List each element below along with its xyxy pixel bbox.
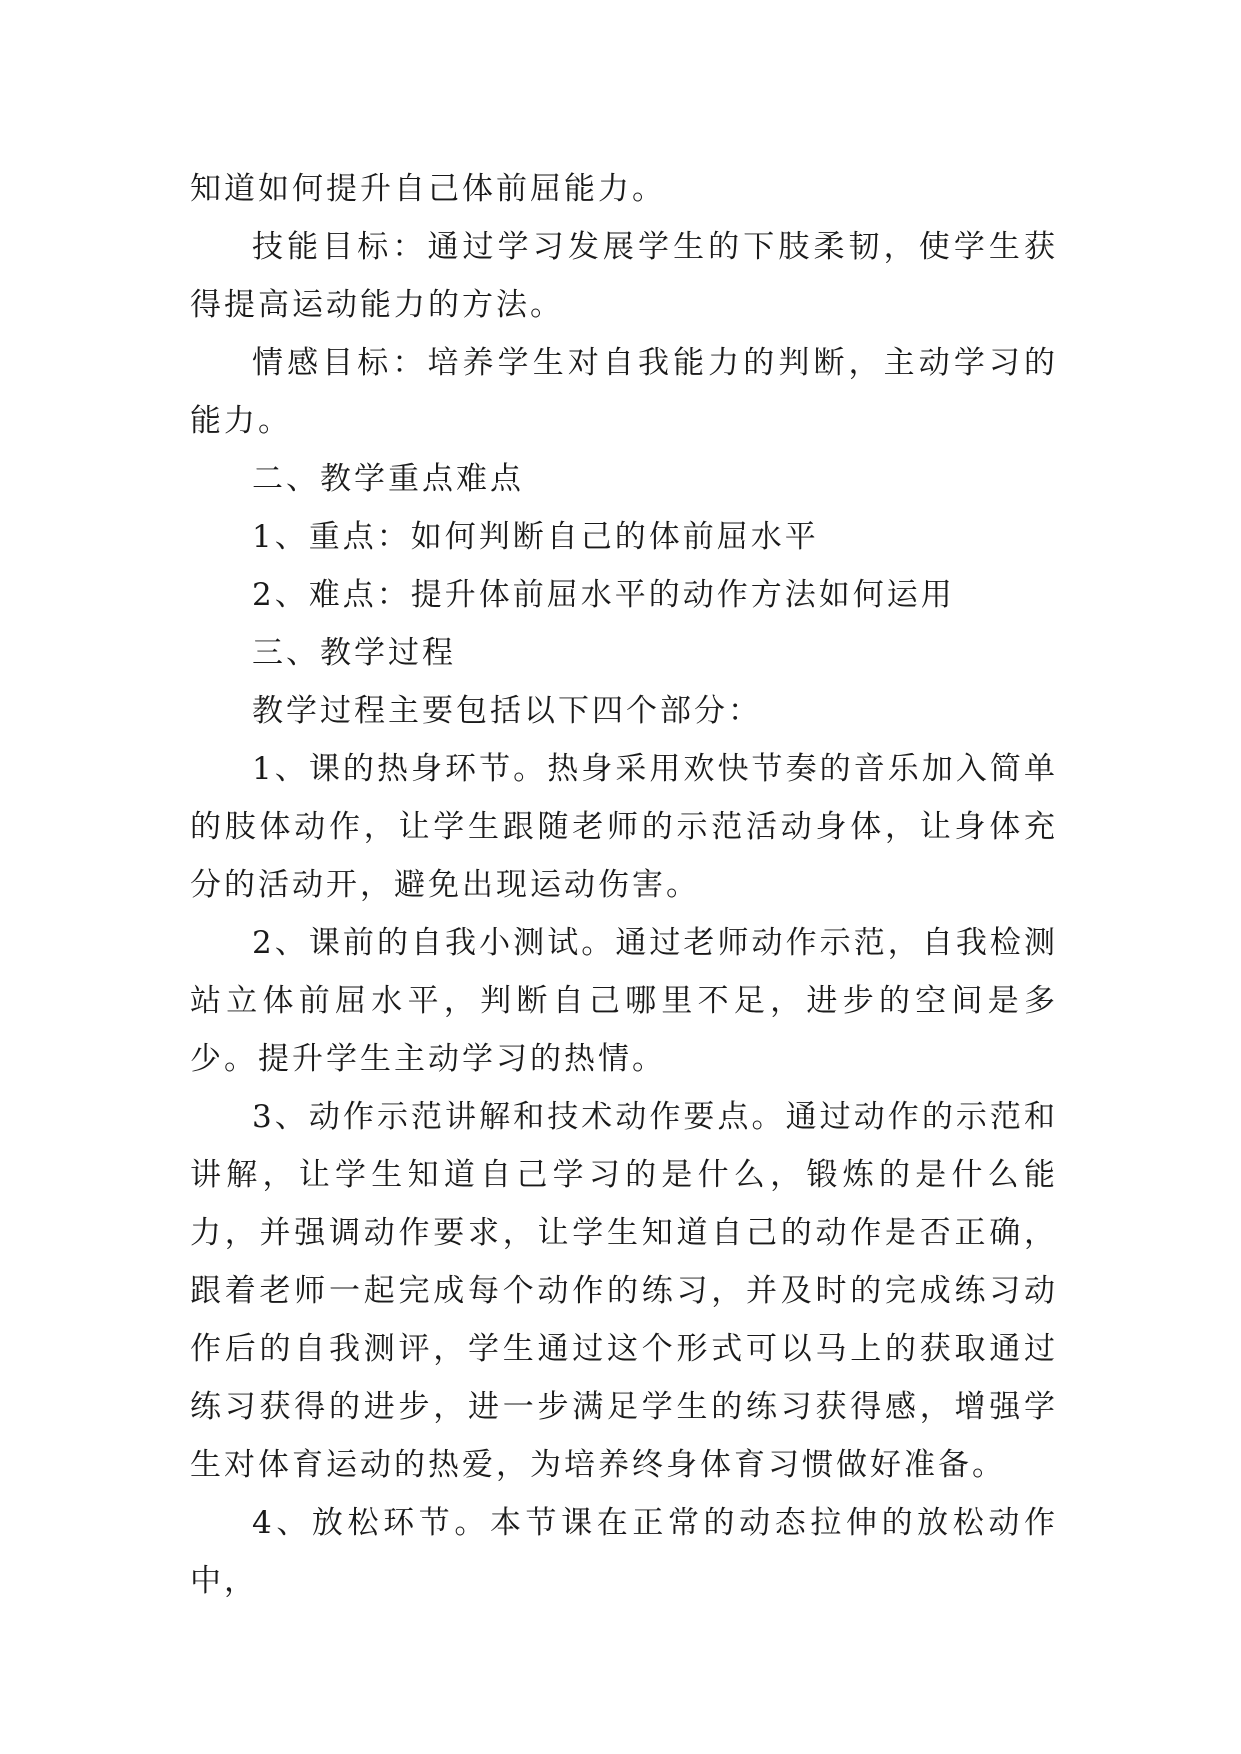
section-heading-key-points: 二、教学重点难点 [252, 461, 524, 497]
section-heading-process: 三、教学过程 [252, 635, 456, 671]
paragraph-continuation: 知道如何提升自己体前屈能力。 [190, 171, 666, 207]
paragraph-difficulty: 2、难点：提升体前屈水平的动作方法如何运用 [252, 577, 955, 613]
paragraph-demonstration: 3、动作示范讲解和技术动作要点。通过动作的示范和讲解，让学生知道自己学习的是什么，锻炼的是什么能力，并强调动作要求，让学生知道自己的动作是否正确，跟着老师一起完成每个动作的练习，并及时的完成练习动作后的自我测评，学生通过这个形式可以马上的获取通过练习获得的进步，进一步满足学生的练习获得感，增强学生对体育运动的热爱，为培养终身体育习惯做好准备。 [190, 1099, 1058, 1483]
document-body [190, 160, 1058, 1610]
paragraph-warmup: 1、课的热身环节。热身采用欢快节奏的音乐加入简单的肢体动作，让学生跟随老师的示范活动身体，让身体充分的活动开，避免出现运动伤害。 [190, 751, 1058, 903]
paragraph-skill-goal: 技能目标：通过学习发展学生的下肢柔韧，使学生获得提高运动能力的方法。 [190, 229, 1058, 323]
paragraph-process-intro: 教学过程主要包括以下四个部分： [252, 693, 762, 729]
paragraph-emotion-goal: 情感目标：培养学生对自我能力的判断，主动学习的能力。 [190, 345, 1058, 439]
paragraph-relaxation: 4、放松环节。本节课在正常的动态拉伸的放松动作中， [190, 1505, 1058, 1599]
paragraph-self-test: 2、课前的自我小测试。通过老师动作示范，自我检测站立体前屈水平，判断自己哪里不足，进步的空间是多少。提升学生主动学习的热情。 [190, 925, 1058, 1077]
paragraph-key-point: 1、重点：如何判断自己的体前屈水平 [252, 519, 819, 555]
